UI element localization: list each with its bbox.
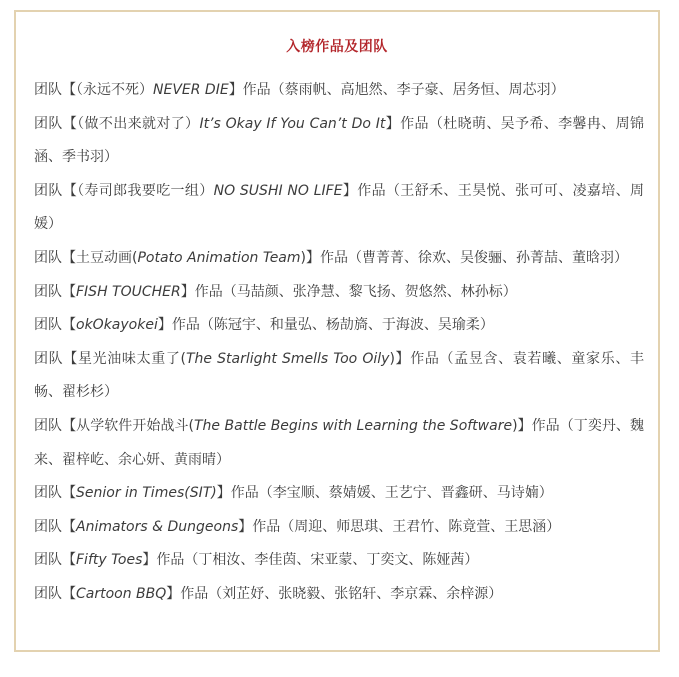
- team-english-name: okOkayokei: [76, 317, 158, 334]
- team-english-name: NEVER DIE: [153, 82, 229, 98]
- team-prefix: 团队【: [34, 317, 76, 334]
- page-title: 入榜作品及团队: [286, 39, 388, 55]
- team-english-name: It’s Okay If You Can’t Do It: [199, 115, 386, 132]
- team-english-name: Animators & Dungeons: [76, 518, 239, 535]
- team-prefix: 团队【: [34, 283, 76, 300]
- team-members: 】作品（陈冠宇、和量弘、杨劼旖、于海波、吴瑜柔）: [157, 317, 494, 334]
- team-members: 】作品（丁相汝、李佳茵、宋亚蒙、丁奕文、陈娅茜）: [142, 552, 479, 569]
- team-list: [34, 74, 644, 612]
- team-english-name: Potato Animation Team: [137, 249, 301, 266]
- team-prefix: 团队【（永远不死）: [34, 82, 153, 98]
- team-english-name: NO SUSHI NO LIFE: [213, 182, 343, 199]
- team-members: 】作品（李宝顺、蔡婧媛、王艺宁、晋鑫研、马诗婻）: [216, 485, 553, 502]
- list-item: [34, 544, 644, 578]
- team-prefix: 团队【: [34, 585, 76, 602]
- team-members: 】作品（蔡雨帆、高旭然、李子豪、居务恒、周芯羽）: [228, 82, 565, 98]
- team-prefix: 团队【（做不出来就对了）: [34, 115, 200, 132]
- list-item: [34, 477, 644, 511]
- list-item: [34, 309, 644, 343]
- team-english-name: Senior in Times(SIT): [76, 485, 217, 502]
- team-prefix: 团队【星光油味太重了(: [34, 350, 186, 367]
- team-prefix: 团队【从学软件开始战斗(: [34, 417, 194, 434]
- team-prefix: 团队【: [34, 485, 76, 502]
- team-prefix: 团队【土豆动画(: [34, 249, 138, 266]
- team-members: 】作品（马喆颜、张净慧、黎飞扬、贺悠然、林孙标）: [180, 283, 517, 300]
- list-item: [34, 343, 644, 410]
- list-item: [34, 242, 644, 276]
- list-item: [34, 511, 644, 545]
- team-english-name: FISH TOUCHER: [76, 283, 181, 300]
- list-item: [34, 578, 644, 612]
- team-prefix: 团队【: [34, 518, 76, 535]
- list-item: [34, 276, 644, 310]
- team-english-name: The Battle Begins with Learning the Software: [194, 417, 513, 434]
- team-members: )】作品（孟昱含、袁若曦、童家乐、丰畅、翟杉杉）: [34, 350, 644, 401]
- list-item: [34, 74, 644, 108]
- team-english-name: Fifty Toes: [76, 552, 143, 569]
- team-members: 】作品（刘芷妤、张晓毅、张铭轩、李京霖、余梓源）: [166, 585, 503, 602]
- team-members: 】作品（周迎、师思琪、王君竹、陈竟萱、王思涵）: [238, 518, 561, 535]
- list-item: [34, 108, 644, 175]
- list-item: [34, 410, 644, 477]
- team-prefix: 团队【: [34, 552, 76, 569]
- content-frame: [14, 10, 660, 652]
- team-prefix: 团队【（寿司郎我要吃一组）: [34, 182, 214, 199]
- team-members: )】作品（曹菁菁、徐欢、吴俊骊、孙菁喆、董晗羽）: [300, 249, 628, 266]
- team-members: 】作品（杜晓萌、吴予希、李馨冉、周锦涵、季书羽）: [34, 115, 645, 166]
- team-members: 】作品（王舒禾、王昊悦、张可可、凌嘉培、周媛）: [34, 182, 644, 233]
- list-item: [34, 175, 644, 242]
- team-english-name: The Starlight Smells Too Oily: [186, 350, 390, 367]
- team-english-name: Cartoon BBQ: [76, 585, 167, 602]
- team-members: )】作品（丁奕丹、魏来、翟梓屹、余心妍、黄雨晴）: [34, 417, 644, 468]
